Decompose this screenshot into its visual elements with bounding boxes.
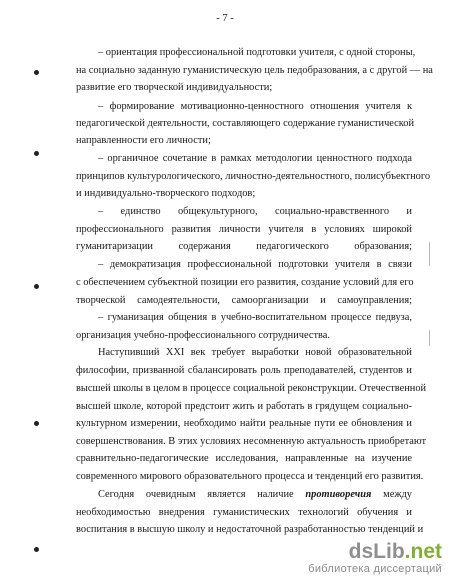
watermark-logo: dsLib.net — [348, 540, 442, 563]
text-line: с обеспечением субъектной позиции его развития, создание условий для его — [76, 277, 414, 288]
text-line: направленности его личности; — [76, 135, 211, 146]
text-line: философии, призванной сбалансировать роль преподавателей, студентов и — [76, 365, 412, 376]
text-line: культурном измерении, необходимо найти реальные пути ее обновления и — [76, 418, 412, 429]
watermark-tagline: библиотека диссертаций — [308, 563, 442, 575]
text-line: принципов культурологического, личностно-деятельностного, полисубъектного — [76, 171, 431, 182]
scan-edge-line — [429, 330, 430, 346]
text-line: высшей школе, которой предстоит жить и работать в грядущем социально- — [76, 401, 412, 412]
scan-edge-line — [429, 242, 430, 266]
text-line: – гуманизация общения в учебно-воспитательном процессе педвуза, — [98, 312, 412, 323]
text-line: воспитания в высшую школу и недостаточной разработанностью тенденций и — [76, 524, 424, 535]
text-line: Наступивший XXI век требует выработки новой образовательной — [98, 347, 412, 358]
text-line-with-emphasis — [98, 489, 412, 501]
text-line: – органичное сочетание в рамках методологии ценностного подхода — [98, 153, 412, 164]
margin-punch-mark — [34, 70, 39, 75]
text-line: на социально заданную гуманистическую цель педобразования, а с другой — на — [76, 65, 433, 76]
text-line: организация учебно-профессионального сотрудничества. — [76, 330, 330, 341]
text-line: – единство общекультурного, социально-нравственного и — [98, 206, 412, 217]
page-number: - 7 - — [216, 13, 234, 24]
text-fragment: Сегодня очевидным является наличие — [98, 489, 294, 500]
watermark — [308, 541, 442, 576]
text-line: педагогической деятельности, составляющего содержание гуманистической — [76, 118, 415, 129]
text-fragment: между — [383, 489, 412, 500]
emphasis-word: противоречия — [305, 489, 372, 500]
text-line: высшей школы в целом в процессе социальной реконструкции. Отечественной — [76, 383, 427, 394]
margin-punch-mark — [34, 547, 39, 552]
text-line: – формирование мотивационно-ценностного отношения учителя к — [98, 101, 412, 112]
text-line: творческой самодеятельности, самоорганизации и самоуправления; — [76, 295, 412, 306]
text-line: – ориентация профессиональной подготовки учителя, с одной стороны, — [98, 47, 416, 58]
text-line: совершенствования. В этих условиях несомненную актуальность приобретают — [76, 436, 427, 447]
margin-punch-mark — [34, 151, 39, 156]
text-line: и индивидуально-творческого подходов; — [76, 188, 256, 199]
margin-punch-mark — [34, 421, 39, 426]
text-line: развитие его творческой индивидуальности; — [76, 82, 273, 93]
text-line: – демократизация профессиональной подготовки учителя в связи — [98, 259, 412, 270]
text-line: профессионального развития личности учителя в условиях широкой — [76, 224, 412, 235]
text-line: сравнительно-педагогические исследования, направленные на изучение — [76, 453, 412, 464]
text-line: необходимостью внедрения гуманистических технологий обучения и — [76, 507, 412, 518]
text-line: гуманитаризации содержания педагогического образования; — [76, 241, 412, 252]
margin-punch-mark — [34, 284, 39, 289]
text-line: современного мирового образовательного процесса и тенденций его развития. — [76, 471, 424, 482]
